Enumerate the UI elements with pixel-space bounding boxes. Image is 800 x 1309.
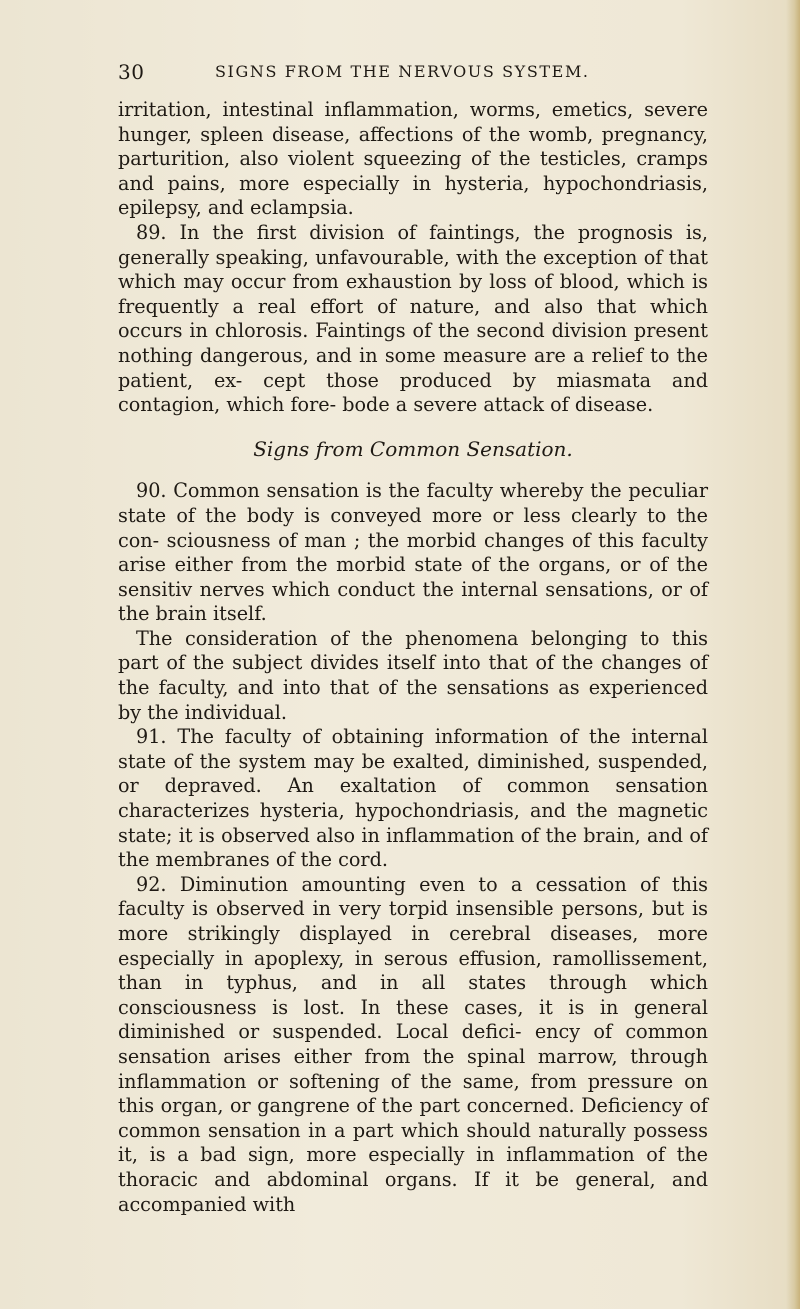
page-number: 30	[118, 60, 145, 84]
section-heading: Signs from Common Sensation.	[253, 436, 573, 461]
paragraph-92: 92. Diminution amounting even to a cessation of this faculty is observed in very torpid insensible persons, but is more strikingly displayed in cerebral diseases, more especially in apoplexy, in serous effusion, ramollissement, than in typhus, and in all states through which consciousness is lost. In these cases, it is in general diminished or suspended. Local defici- ency of common sensation arises either from the spinal marrow, through inflammation or softening of the same, from pressure on this organ, or gangrene of the part concerned. Deficiency of common sensation in a part which should naturally possess it, is a bad sign, more especially in inflammation of the thoracic and abdominal organs. If it be general, and accompanied with	[118, 872, 708, 1216]
page-header	[118, 60, 708, 84]
paragraph-91: 91. The faculty of obtaining information of the internal state of the system may be exalted, diminished, suspended, or depraved. An exaltation of common sensation characterizes hysteria, hypochondriasis, and the magnetic state; it is observed also in inflammation of the brain, and of the membranes of the cord.	[118, 725, 708, 872]
paragraph-90: 90. Common sensation is the faculty whereby the peculiar state of the body is conveyed more or less clearly to the con- sciousness of man ; the morbid changes of this faculty arise either from the morbid state of the organs, or of the sensitiv nerves which conduct the internal sensations, or of the brain itself.	[118, 479, 708, 626]
paragraph-89: 89. In the first division of faintings, the prognosis is, generally speaking, unfavourable, with the exception of that which may occur from exhaustion by loss of blood, which is frequently a real effort of nature, and also that which occurs in chlorosis. Faintings of the second division present nothing dangerous, and in some measure are a relief to the patient, ex- cept those produced by miasmata and contagion, which fore- bode a severe attack of disease.	[118, 220, 708, 417]
page-edge-shadow	[786, 0, 800, 1309]
running-head: SIGNS FROM THE NERVOUS SYSTEM.	[215, 62, 590, 81]
paragraph-consideration: The consideration of the phenomena belonging to this part of the subject divides itself into that of the changes of the faculty, and into that of the sensations as experienced by the individual.	[118, 626, 708, 724]
paragraph-continuation: irritation, intestinal inflammation, worms, emetics, severe hunger, spleen disease, affections of the womb, pregnancy, parturition, also violent squeezing of the testicles, cramps and pains, more especially in hysteria, hypochondriasis, epilepsy, and eclampsia.	[118, 98, 708, 220]
body-text	[118, 98, 708, 1217]
